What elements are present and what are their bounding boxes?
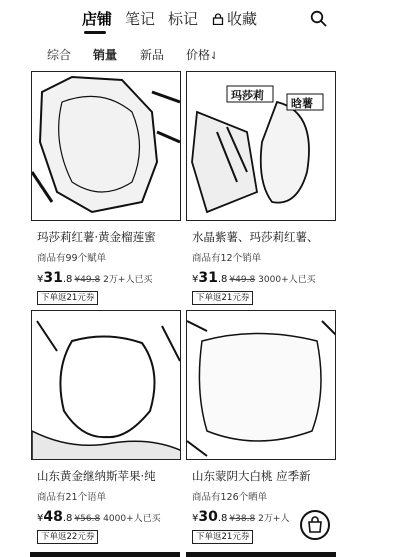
top-nav (0, 0, 417, 38)
tab-favorites-label: 收藏 (227, 10, 258, 28)
tab-notes[interactable]: 笔记 (125, 10, 156, 28)
product-image (31, 71, 181, 221)
product-title[interactable]: 山东黄金继纳斯苹果·纯 (37, 469, 156, 483)
product-price: ¥31.8 ¥49.8 2万+人已买 (37, 270, 153, 286)
filter-bar (0, 40, 417, 68)
filter-overall[interactable]: 综合 (47, 48, 72, 62)
tab-favorites[interactable] (212, 8, 257, 29)
coupon-badge: 下单返22元券 (37, 530, 98, 544)
product-image (186, 71, 336, 221)
lock-icon (212, 13, 224, 25)
filter-sales[interactable]: 销量 (93, 48, 118, 62)
coupon-badge: 下单返21元券 (37, 291, 98, 305)
product-price: ¥31.8 ¥49.8 3000+人已买 (192, 270, 316, 286)
tab-store[interactable]: 店铺 (82, 10, 113, 28)
product-title[interactable]: 山东蒙阴大白桃 应季新 (192, 469, 311, 483)
product-price: ¥48.8 ¥56.8 4000+人已买 (37, 509, 161, 525)
filter-price-label: 价格 (186, 48, 211, 62)
coupon-badge: 下单返21元券 (192, 530, 253, 544)
shopping-bag-button[interactable] (300, 510, 330, 540)
filter-new[interactable]: 新品 (140, 48, 165, 62)
next-row-edge (30, 552, 336, 557)
sort-arrow-icon: ⇃ (210, 51, 219, 62)
product-image (31, 310, 181, 460)
product-image (186, 310, 336, 460)
coupon-badge: 下单返21元券 (192, 291, 253, 305)
tab-marks[interactable]: 标记 (168, 10, 199, 28)
search-icon[interactable] (310, 10, 327, 27)
product-title[interactable]: 水晶紫薯、玛莎莉红薯、 (192, 230, 319, 244)
active-tab-indicator (84, 31, 106, 34)
product-reviews: 商品有12个销单 (192, 253, 262, 264)
product-title[interactable]: 玛莎莉红薯·黄金榴莲蜜 (37, 230, 156, 244)
product-price: ¥30.8 ¥38.8 2万+人 (192, 509, 290, 525)
shopping-bag-icon (302, 512, 328, 538)
image-caption: 晗薯 (291, 97, 313, 110)
filter-price[interactable] (186, 46, 218, 63)
product-reviews: 商品有99个赋单 (37, 253, 107, 264)
image-caption: 玛莎莉 (231, 89, 264, 102)
product-reviews: 商品有126个晒单 (192, 492, 268, 503)
product-reviews: 商品有21个语单 (37, 492, 107, 503)
